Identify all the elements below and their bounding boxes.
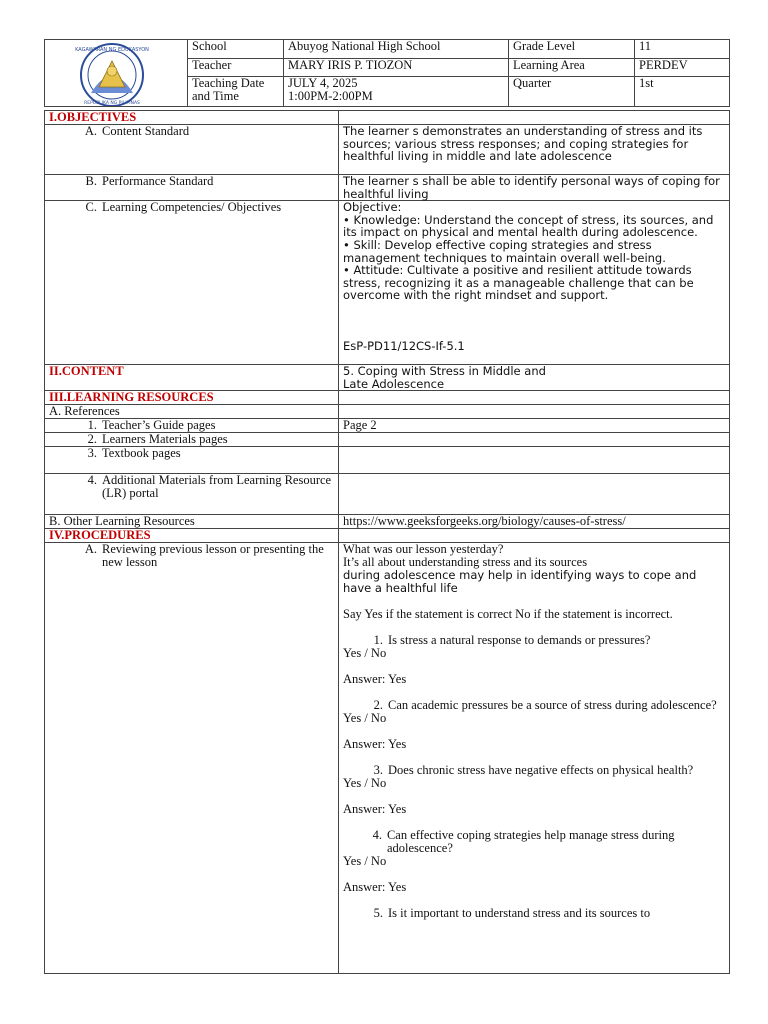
quarter-label: Quarter bbox=[509, 77, 635, 107]
learning-competencies-label: C. Learning Competencies/ Objectives bbox=[45, 201, 339, 365]
question-block: 5. Is it important to understand stress and its sources to bbox=[373, 905, 651, 920]
question-block: 3. Does chronic stress have negative effects on physical health? Yes / No Answer: Yes bbox=[343, 762, 694, 816]
school-value: Abuyog National High School bbox=[284, 40, 509, 59]
objective-attitude: • Attitude: Cultivate a positive and resilient attitude towards stress, recognizing it as a manageable challenge that can be overcome with the right mindset and support. bbox=[343, 263, 694, 303]
teacher-label: Teacher bbox=[188, 58, 284, 77]
content-standard-text: The learner s demonstrates an understanding of stress and its sources; various stress responses; and coping strategies for healthful living in middle and late adolescence bbox=[339, 125, 730, 175]
learning-competencies-text bbox=[339, 201, 730, 365]
question-block: 1. Is stress a natural response to demands or pressures? Yes / No Answer: Yes bbox=[343, 632, 651, 686]
learning-area-value: PERDEV bbox=[635, 58, 730, 77]
intro-question: What was our lesson yesterday? bbox=[343, 542, 504, 557]
objective-knowledge: • Knowledge: Understand the concept of stress, its sources, and its impact on physical and mental health during adolescence. bbox=[343, 212, 714, 240]
additional-materials-label: 4. Additional Materials from Learning Resource (LR) portal bbox=[45, 474, 339, 515]
svg-text:REPUBLIKA NG PILIPINAS: REPUBLIKA NG PILIPINAS bbox=[84, 101, 140, 106]
textbook-pages-value bbox=[339, 447, 730, 474]
textbook-pages-label: 3. Textbook pages bbox=[45, 447, 339, 474]
question-block: 2. Can academic pressures be a source of stress during adolescence? Yes / No Answer: Yes bbox=[343, 697, 717, 751]
grade-level-label: Grade Level bbox=[509, 40, 635, 59]
teachers-guide-label: 1. Teacher’s Guide pages bbox=[45, 419, 339, 433]
review-lesson-content bbox=[339, 543, 730, 974]
references-label: A. References bbox=[45, 405, 339, 419]
procedures-heading: IV.PROCEDURES bbox=[45, 529, 339, 543]
teaching-date-label: Teaching Date and Time bbox=[188, 77, 284, 107]
learning-resources-heading: III.LEARNING RESOURCES bbox=[45, 391, 339, 405]
other-resources-label: B. Other Learning Resources bbox=[45, 515, 339, 529]
header-table bbox=[44, 39, 730, 107]
lesson-plan-table bbox=[44, 110, 730, 974]
review-lesson-label: A. Reviewing previous lesson or presenting the new lesson bbox=[45, 543, 339, 974]
learning-area-label: Learning Area bbox=[509, 58, 635, 77]
additional-materials-value bbox=[339, 474, 730, 515]
performance-standard-label: B. Performance Standard bbox=[45, 175, 339, 201]
content-heading: II.CONTENT bbox=[45, 365, 339, 391]
other-resources-link[interactable]: https://www.geeksforgeeks.org/biology/causes-of-stress/ bbox=[339, 515, 730, 529]
intro-line-2: It’s all about understanding stress and its sources bbox=[343, 555, 588, 570]
quarter-value: 1st bbox=[635, 77, 730, 107]
learners-materials-label: 2. Learners Materials pages bbox=[45, 433, 339, 447]
instruction-text: Say Yes if the statement is correct No if the statement is incorrect. bbox=[343, 606, 673, 621]
grade-level-value: 11 bbox=[635, 40, 730, 59]
objective-skill: • Skill: Develop effective coping strategies and stress management techniques to maintain overall well-being. bbox=[343, 237, 666, 265]
content-topic: 5. Coping with Stress in Middle and Late Adolescence bbox=[339, 365, 730, 391]
school-label: School bbox=[188, 40, 284, 59]
intro-line-3: during adolescence may help in identifying ways to cope and have a healthful life bbox=[343, 568, 697, 595]
date-value: JULY 4, 2025 bbox=[288, 76, 358, 90]
performance-standard-text: The learner s shall be able to identify personal ways of coping for healthful living bbox=[339, 175, 730, 201]
teaching-date-value bbox=[284, 77, 509, 107]
question-block: 4. Can effective coping strategies help manage stress during adolescence? Yes / No Answer: Yes bbox=[343, 827, 675, 894]
svg-text:KAGAWARAN NG EDUKASYON: KAGAWARAN NG EDUKASYON bbox=[75, 47, 149, 53]
competency-code: EsP-PD11/12CS-If-5.1 bbox=[343, 338, 465, 353]
learners-materials-value bbox=[339, 433, 730, 447]
content-standard-label: A. Content Standard bbox=[45, 125, 339, 175]
logo-cell bbox=[45, 40, 188, 107]
time-value: 1:00PM-2:00PM bbox=[288, 89, 373, 103]
objectives-heading: I.OBJECTIVES bbox=[45, 111, 339, 125]
teacher-value: MARY IRIS P. TIOZON bbox=[284, 58, 509, 77]
teachers-guide-value: Page 2 bbox=[339, 419, 730, 433]
objective-heading: Objective: bbox=[343, 200, 402, 215]
